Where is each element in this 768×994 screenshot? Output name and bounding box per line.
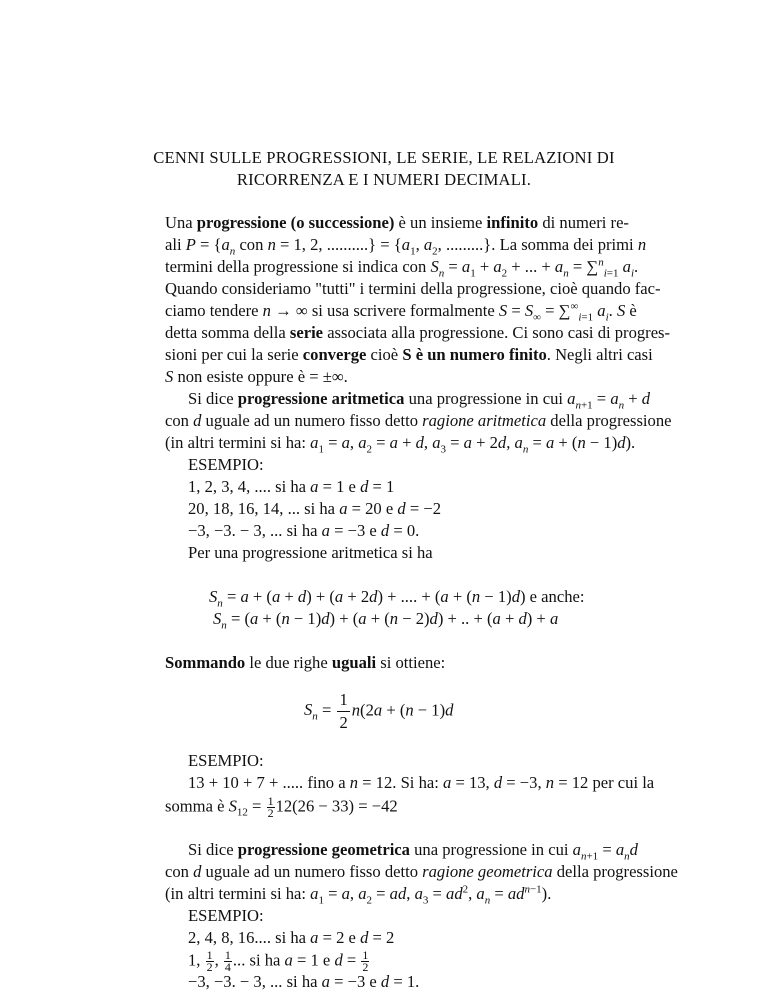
paragraph-line: Si dice progressione geometrica una progressione in cui $a_{n+1} = a_nd$	[188, 840, 638, 863]
paragraph-line: (in altri termini si ha: $a_1 = a$, $a_2 = a + d$, $a_3 = a + 2d$, $a_n = a + (n - 1)d$).	[165, 433, 636, 456]
example-line: 13 + 10 + 7 + ..... fino a n = 12. Si ha: a = 13, d = −3, n = 12 per cui la	[188, 773, 655, 792]
paragraph-line: ali $P = \{a_n$ con n = 1, 2, ..........} = {$a_1$, $a_2$, .........}. La somma dei primi n	[165, 235, 647, 258]
paragraph-line: termini della progressione si indica con $S_n = a_1 + a_2$ + ... + $a_n = \sum^n_{i=1}$ $a_i$.	[165, 256, 639, 280]
paragraph-line: (in altri termini si ha: $a_1 = a$, $a_2$ = ad, $a_3 = ad^2$, $a_n = ad^{n-1}$).	[165, 883, 552, 907]
example-line: somma è $S_{12}$ = $\frac{1}{2}$ 12(26 − 33) = −42	[165, 794, 398, 820]
term-prog-aritmetica: progressione aritmetica	[237, 389, 405, 408]
paragraph-line: Quando consideriamo "tutti" i termini della progressione, cioè quando fac-	[165, 279, 661, 298]
term-ragione-geometrica: ragione geometrica	[422, 862, 553, 881]
paper-title-line2: RICORRENZA E I NUMERI DECIMALI.	[236, 170, 532, 189]
example-line: 1, $\frac{1}{2}$ , $\frac{1}{4}$ ... si ha a = 1 e d = $\frac{1}{2}$	[188, 948, 369, 974]
term-progressione: progressione (o successione)	[196, 213, 395, 232]
term-infinito: infinito	[486, 213, 539, 232]
term-uguali: uguali	[331, 653, 377, 672]
equation-sum-arith-1: $S_n = a + (a + d) + (a + 2d)$ + .... + (a + (n − 1)d) e anche:	[209, 587, 585, 610]
paragraph-line: ciamo tendere n → ∞ si usa scrivere formalmente $S = S_\infty = \sum^\infty_{i=1}$ $a_i$. S è	[165, 300, 637, 324]
paragraph-line: detta somma della serie associata alla progressione. Ci sono casi di progres-	[165, 323, 671, 342]
example-line: 2, 4, 8, 16.... si ha a = 2 e d = 2	[188, 928, 395, 947]
example-line: −3, −3. − 3, ... si ha a = −3 e d = 1.	[188, 972, 420, 991]
paper-title-line1: CENNI SULLE PROGRESSIONI, LE SERIE, LE RELAZIONI DI	[153, 148, 615, 167]
example-label: ESEMPIO:	[188, 751, 264, 770]
equation-sum-arith-2: $S_n = (a + (n - 1)d) + (a + (n - 2)d)$ + .. + (a + d) + a	[213, 609, 559, 632]
paragraph-line: Sommando le due righe uguali si ottiene:	[165, 653, 446, 672]
paragraph-line: con d uguale ad un numero fisso detto ragione aritmetica della progressione	[165, 411, 672, 430]
paragraph-line: Si dice progressione aritmetica una progressione in cui $a_{n+1} = a_n + d$	[188, 389, 651, 412]
paragraph-line: Per una progressione aritmetica si ha	[188, 543, 433, 562]
example-label: ESEMPIO:	[188, 906, 264, 925]
term-ragione-aritmetica: ragione aritmetica	[422, 411, 547, 430]
paragraph-line: Una progressione (o successione) è un insieme infinito di numeri re-	[165, 213, 629, 232]
term-serie: serie	[289, 323, 324, 342]
example-line: 1, 2, 3, 4, .... si ha a = 1 e d = 1	[188, 477, 395, 496]
paragraph-line: sioni per cui la serie converge cioè S è un numero finito. Negli altri casi	[165, 345, 653, 364]
term-prog-geometrica: progressione geometrica	[237, 840, 410, 859]
equation-sum-arith-result: $S_n$ = $\frac{1}{2}$ n(2a + (n − 1)d	[304, 690, 454, 732]
example-line: −3, −3. − 3, ... si ha a = −3 e d = 0.	[188, 521, 420, 540]
paragraph-line: con d uguale ad un numero fisso detto ragione geometrica della progressione	[165, 862, 678, 881]
term-converge: converge	[302, 345, 367, 364]
term-sommando: Sommando	[165, 653, 246, 672]
example-line: 20, 18, 16, 14, ... si ha a = 20 e d = −2	[188, 499, 442, 518]
paragraph-line: S non esiste oppure è = ±∞.	[165, 367, 348, 386]
term-finito: S è un numero finito	[402, 345, 547, 364]
example-label: ESEMPIO:	[188, 455, 264, 474]
